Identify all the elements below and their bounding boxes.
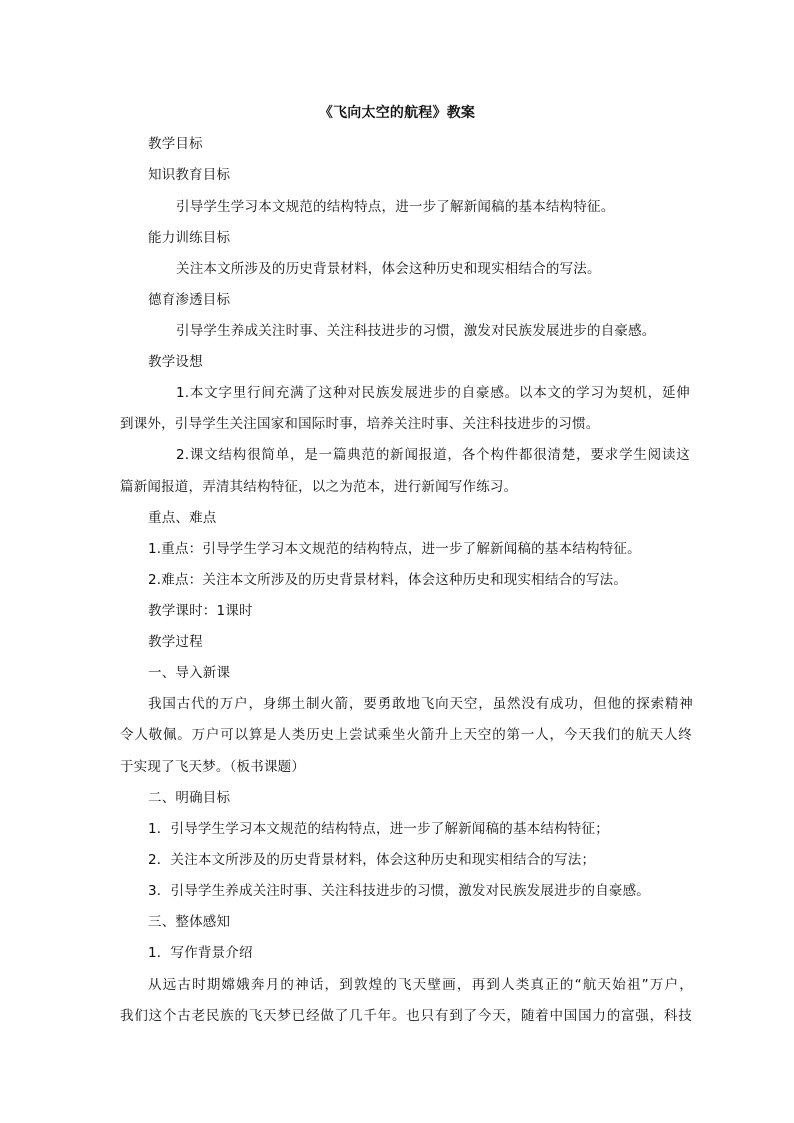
heading-ability-goal: 能力训练目标 <box>148 230 231 246</box>
heading-knowledge-goal: 知识教育目标 <box>148 167 231 183</box>
document-title: 《飞向太空的航程》教案 <box>318 105 476 121</box>
paragraph-line: 引导学生养成关注时事、关注科技进步的习惯，激发对民族发展进步的自豪感。 <box>176 323 656 339</box>
paragraph-line: 2.课文结构很简单，是一篇典范的新闻报道，各个构件都很清楚，要求学生阅读这 <box>176 447 690 463</box>
paragraph-line: 从远古时期嫦娥奔月的神话，到敦煌的飞天壁画，再到人类真正的“航天始祖”万户， <box>148 977 693 993</box>
heading-teaching-goals: 教学目标 <box>148 136 203 152</box>
heading-section-2: 二、明确目标 <box>148 790 231 806</box>
list-item: 2．关注本文所涉及的历史背景材料，体会这种历史和现实相结合的写法； <box>148 852 596 868</box>
heading-teaching-idea: 教学设想 <box>148 354 203 370</box>
paragraph-line: 教学课时：1课时 <box>148 603 253 619</box>
paragraph-line: 关注本文所涉及的历史背景材料，体会这种历史和现实相结合的写法。 <box>176 261 601 277</box>
paragraph-line: 1.重点：引导学生学习本文规范的结构特点，进一步了解新闻稿的基本结构特征。 <box>148 541 641 557</box>
paragraph-line: 1.本文字里行间充满了这种对民族发展进步的自豪感。以本文的学习为契机，延伸 <box>176 385 690 401</box>
paragraph-line: 篇新闻报道，弄清其结构特征，以之为范本，进行新闻写作练习。 <box>120 479 518 495</box>
paragraph-line: 到课外，引导学生关注国家和国际时事，培养关注时事、关注科技进步的习惯。 <box>120 416 600 432</box>
heading-teaching-process: 教学过程 <box>148 634 203 650</box>
heading-moral-goal: 德育渗透目标 <box>148 292 231 308</box>
list-item: 3．引导学生养成关注时事、关注科技进步的习惯，激发对民族发展进步的自豪感。 <box>148 883 650 899</box>
heading-section-3: 三、整体感知 <box>148 914 231 930</box>
heading-key-points: 重点、难点 <box>148 510 217 526</box>
list-item: 1．引导学生学习本文规范的结构特点，进一步了解新闻稿的基本结构特征； <box>148 821 609 837</box>
paragraph-line: 我们这个古老民族的飞天梦已经做了几千年。也只有到了今天，随着中国国力的富强，科技 <box>120 1008 692 1024</box>
paragraph-line: 于实现了飞天梦。（板书课题） <box>120 759 306 775</box>
paragraph-line: 引导学生学习本文规范的结构特点，进一步了解新闻稿的基本结构特征。 <box>176 199 615 215</box>
paragraph-line: 我国古代的万户，身绑土制火箭，要勇敢地飞向天空，虽然没有成功，但他的探索精神 <box>148 696 693 712</box>
paragraph-line: 令人敬佩。万户可以算是人类历史上尝试乘坐火箭升上天空的第一人，今天我们的航天人终 <box>120 727 692 743</box>
heading-section-1: 一、导入新课 <box>148 665 231 681</box>
subheading: 1．写作背景介绍 <box>148 945 253 961</box>
paragraph-line: 2.难点：关注本文所涉及的历史背景材料，体会这种历史和现实相结合的写法。 <box>148 572 628 588</box>
